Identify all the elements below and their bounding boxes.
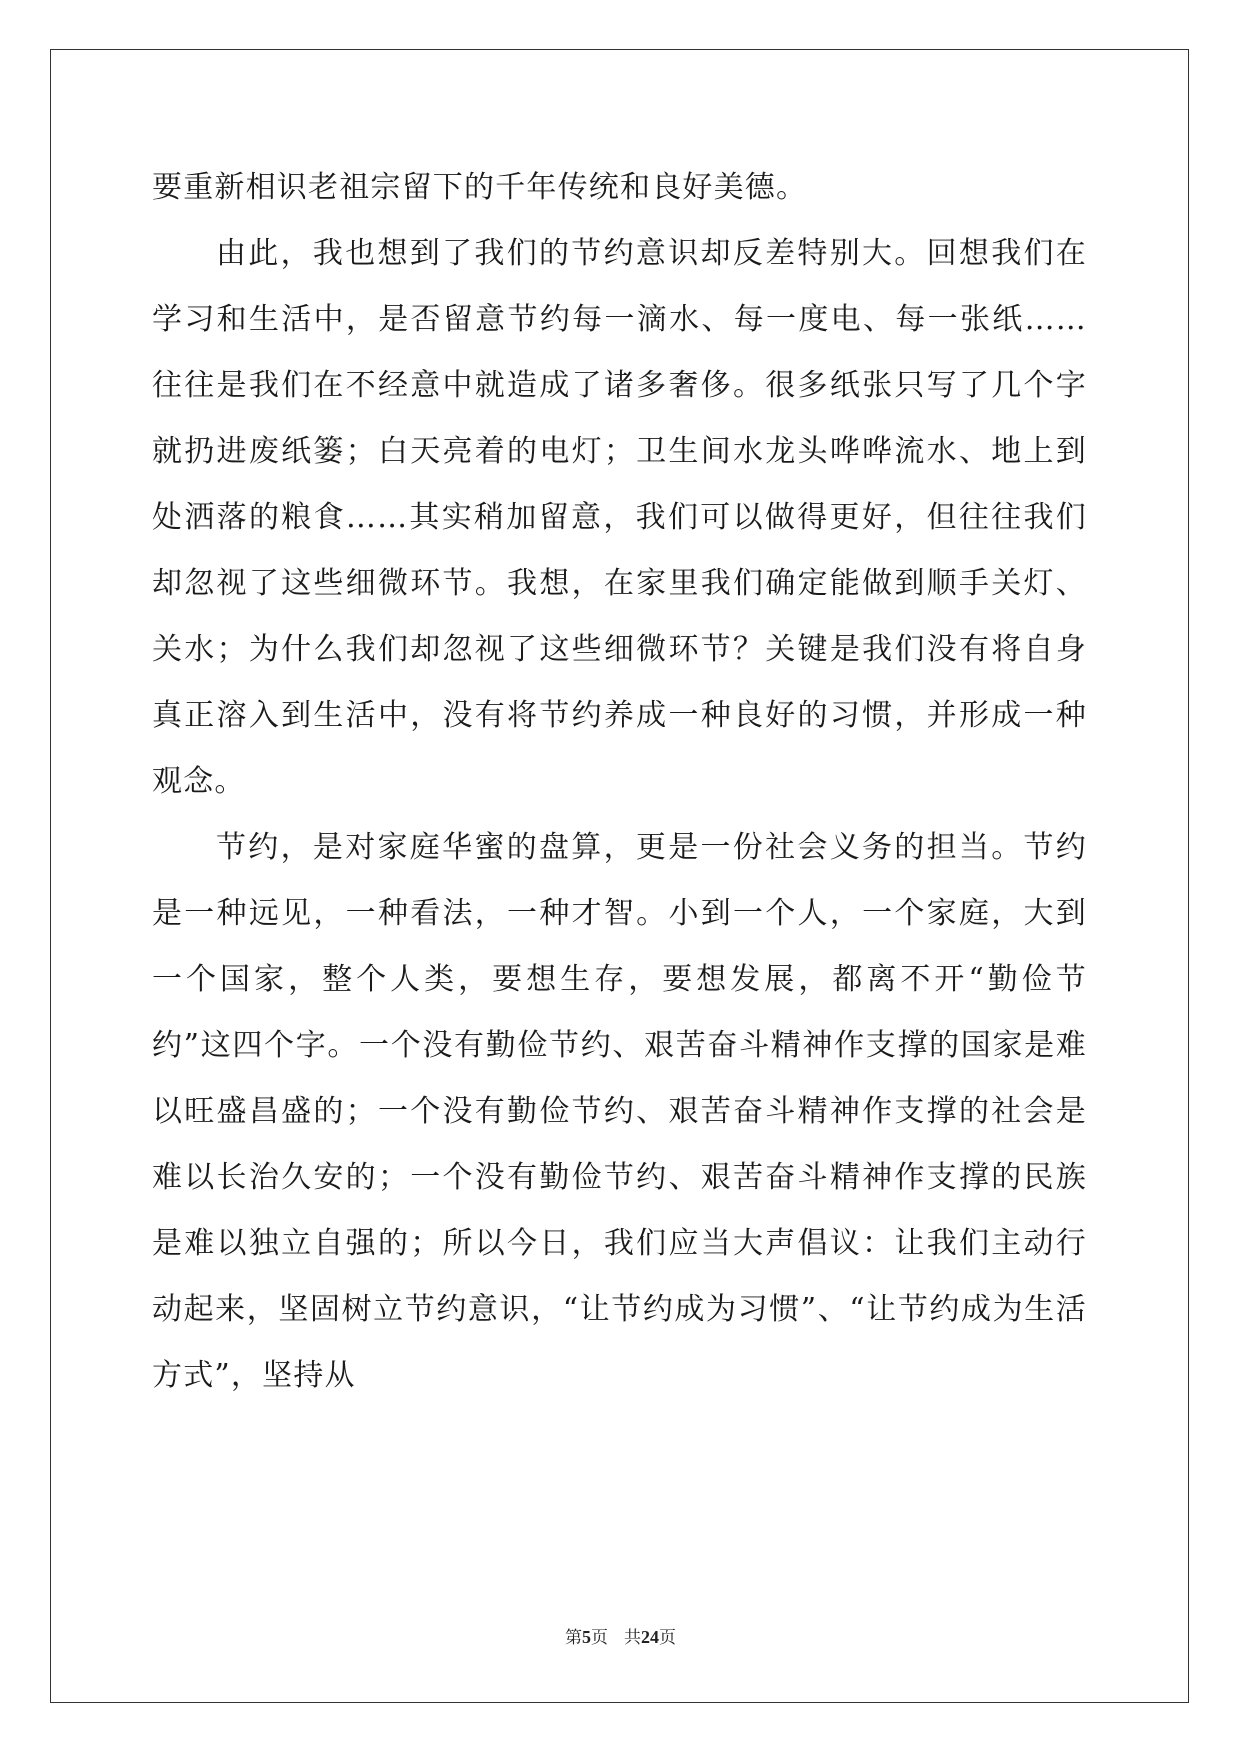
total-suffix: 页: [659, 1628, 676, 1648]
total-prefix: 共: [624, 1628, 641, 1648]
paragraph-2: 由此，我也想到了我们的节约意识却反差特别大。回想我们在学习和生活中，是否留意节约每一滴水、每一度电、每一张纸……往往是我们在不经意中就造成了诸多奢侈。很多纸张只写了几个字就扔进废纸篓；白天亮着的电灯；卫生间水龙头哗哗流水、地上到处洒落的粮食……其实稍加留意，我们可以做得更好，但往往我们却忽视了这些细微环节。我想，在家里我们确定能做到顺手关灯、关水；为什么我们却忽视了这些细微环节？关键是我们没有将自身真正溶入到生活中，没有将节约养成一种良好的习惯，并形成一种观念。: [152, 236, 1087, 799]
document-body: [152, 155, 1087, 1409]
total-pages: 24: [641, 1627, 659, 1647]
paragraph-3: 节约，是对家庭华蜜的盘算，更是一份社会义务的担当。节约是一种远见，一种看法，一种才智。小到一个人，一个家庭，大到一个国家，整个人类，要想生存，要想发展，都离不开“勤俭节约”这四个字。一个没有勤俭节约、艰苦奋斗精神作支撑的国家是难以旺盛昌盛的；一个没有勤俭节约、艰苦奋斗精神作支撑的社会是难以长治久安的；一个没有勤俭节约、艰苦奋斗精神作支撑的民族是难以独立自强的；所以今日，我们应当大声倡议：让我们主动行动起来，坚固树立节约意识，“让节约成为习惯”、“让节约成为生活方式”，坚持从: [152, 830, 1087, 1393]
page-suffix: 页: [591, 1628, 608, 1648]
page-prefix: 第: [565, 1628, 582, 1648]
page-footer: [0, 1625, 1241, 1650]
page-number: 5: [582, 1627, 591, 1647]
paragraph-1: 要重新相识老祖宗留下的千年传统和良好美德。: [152, 170, 808, 205]
